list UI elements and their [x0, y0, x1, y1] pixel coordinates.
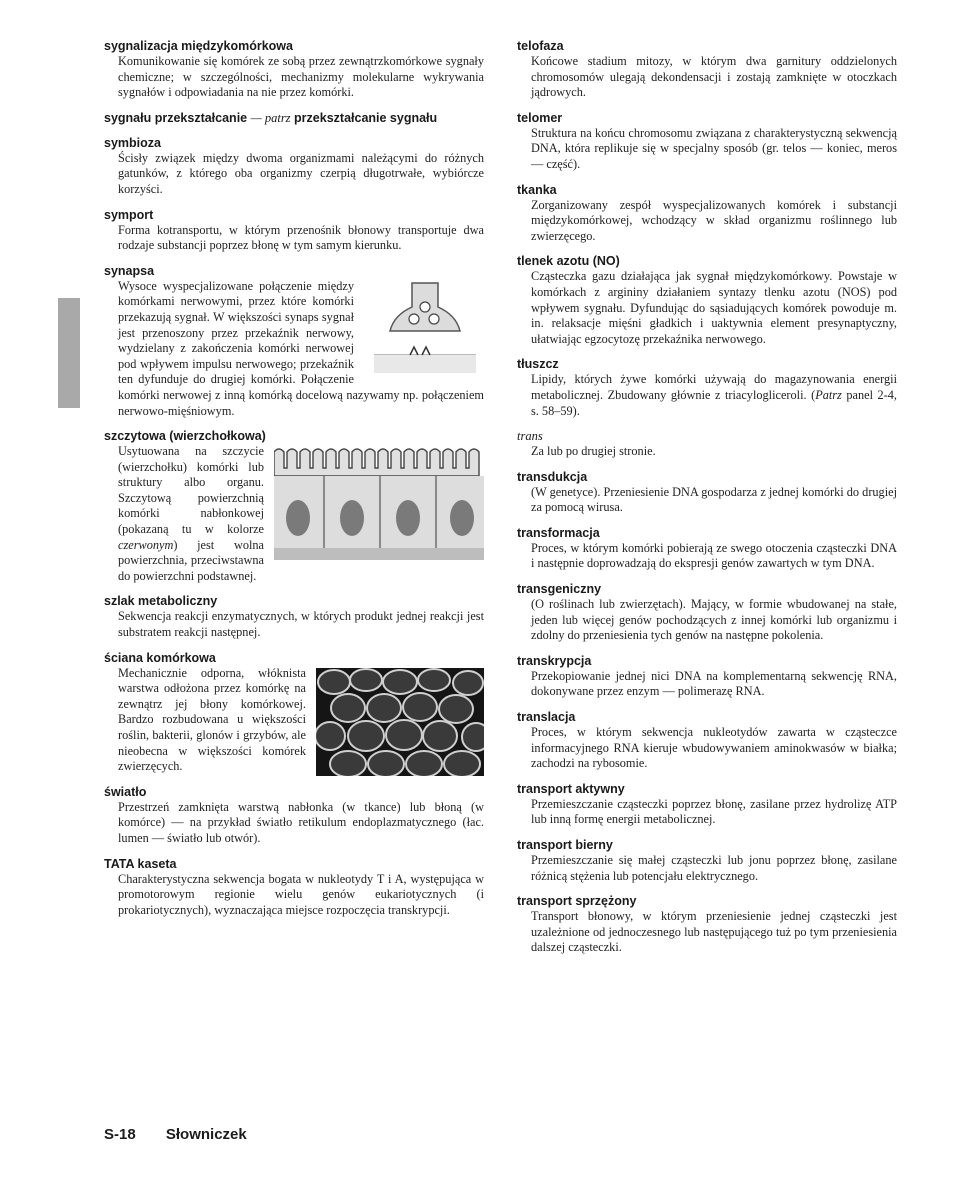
entry-definition: Mechanicznie odporna, włóknista warstwa odłożona przez komórkę na zewnątrz jej błony komórkowej. Bardzo rozbudowana u większości roślin, bakterii, glonów i grzybów, ale nieobecna w większości komórek zwierzęcych.: [104, 666, 484, 775]
glossary-entry: [517, 525, 897, 572]
glossary-entry: [517, 581, 897, 644]
entry-definition: Wysoce wyspecjalizowane połączenie między komórkami nerwowymi, przez które komórki przekazują sygnał. W większości synaps sygnał jest przenoszony przez przekaźnik nerwowy, wydzielany z zakończenia komórki nerwowej pod wpływem impulsu nerwowego; przekaźnik ten dyfunduje do drugiej komórki. Połączenie komórki nerwowej z inną komórką docelową nazywamy np. połączeniem nerwowo-mięśniowym.: [118, 278, 484, 418]
entry-definition: Przekopiowanie jednej nici DNA na komplementarną sekwencję RNA, dokonywane przez enzym — polimerazę RNA.: [531, 668, 897, 699]
entry-definition: Przemieszczanie cząsteczki poprzez błonę, zasilane przez hydrolizę ATP lub inną formę energii metabolicznej.: [531, 796, 897, 827]
glossary-entry: [104, 263, 484, 419]
entry-definition: Forma kotransportu, w którym przenośnik błonowy transportuje dwa rodzaje substancji poprzez błonę w tym samym kierunku.: [118, 222, 484, 253]
glossary-entry: [517, 182, 897, 245]
entry-term: szczytowa (wierzchołkowa): [104, 429, 266, 444]
section-title: Słowniczek: [165, 1126, 247, 1143]
entry-definition: Transport błonowy, w którym przeniesienie jednej cząsteczki jest uzależnione od jednoczesnego lub następującego tuż po tym przeniesienia dalszej cząsteczki.: [531, 909, 897, 955]
entry-definition: Struktura na końcu chromosomu związana z charakterystyczną sekwencją DNA, która replikuje się w specjalny sposób (gr. telos — koniec, meros — część).: [531, 125, 897, 171]
glossary-entry: [104, 856, 484, 919]
entry-term: transport bierny: [517, 838, 613, 852]
entry-term: transport sprzężony: [517, 894, 637, 909]
epithelium-illustration: [274, 446, 484, 564]
synapse-illustration: [364, 281, 484, 373]
entry-definition: Charakterystyczna sekwencja bogata w nukleotydy T i A, występująca w promotorowym regionie wielu genów eukariotycznych (i prokariotycznych), wyznaczająca miejsce rozpoczęcia transkrypcji.: [118, 871, 484, 917]
entry-definition: Za lub po drugiej stronie.: [531, 444, 656, 459]
entry-term: szlak metaboliczny: [104, 594, 218, 609]
entry-term: sygnalizacja międzykomórkowa: [104, 39, 293, 53]
glossary-entry: [517, 781, 897, 828]
entry-term: symport: [104, 207, 154, 222]
entry-definition: Komunikowanie się komórek ze sobą przez zewnątrzkomórkowe sygnały chemiczne; w szczególności, mechanizmy molekularne wykrywania sygnałów i odpowiadania na nie przez komórki.: [118, 54, 484, 100]
glossary-entry: [104, 784, 484, 847]
glossary-entry: [517, 837, 897, 884]
page-number: S-18: [104, 1126, 136, 1143]
glossary-entry: [104, 38, 484, 101]
entry-term: transdukcja: [517, 469, 588, 484]
entry-term: telofaza: [517, 39, 564, 53]
right-column: [517, 38, 897, 965]
glossary-entry: [104, 593, 484, 640]
section-thumb-tab: [58, 298, 80, 408]
entry-term: trans: [517, 429, 543, 444]
glossary-entry: [517, 38, 897, 101]
entry-definition: Usytuowana na szczycie (wierzchołku) komórki lub struktury albo organu. Szczytową powierzchnią komórki nabłonkowej (pokazaną tu w kolorze czerwonym) jest wolna powierzchnia, przeciwstawna do powierzchni podstawnej.: [104, 444, 484, 584]
entry-definition: (O roślinach lub zwierzętach). Mający, w formie wbudowanej na stałe, jeden lub więcej genów pochodzących z innej komórki lub organizmu i zdolny do przeniesienia tych genów na następne pokolenia.: [531, 597, 897, 643]
glossary-entry: [517, 110, 897, 173]
entry-definition: Ścisły związek między dwoma organizmami należącymi do różnych gatunków, z którego oba organizmy czerpią długotrwałe, wybiórcze korzyści.: [118, 150, 484, 196]
entry-term: tłuszcz: [517, 357, 559, 372]
glossary-entry: [104, 135, 484, 198]
see-reference-target: przekształcanie sygnału: [294, 110, 438, 125]
entry-term: synapsa: [104, 263, 155, 278]
entry-term: transport aktywny: [517, 781, 625, 796]
entry-term: TATA kaseta: [104, 856, 177, 871]
entry-definition: Zorganizowany zespół wyspecjalizowanych komórek i substancji międzykomórkowej, wchodzący w skład organizmu roślinnego lub zwierzęcego.: [531, 197, 897, 243]
glossary-entry: [104, 650, 484, 775]
left-column: [104, 38, 484, 927]
entry-definition: Sekwencja reakcji enzymatycznych, w których produkt jednej reakcji jest substratem reakcji następnej.: [118, 609, 484, 640]
entry-definition: Proces, w którym sekwencja nukleotydów zawarta w cząsteczce informacyjnego RNA kieruje wbudowywaniem aminokwasów w białka; zachodzi na rybosomie.: [531, 725, 897, 771]
glossary-entry: [517, 469, 897, 516]
entry-term: telomer: [517, 110, 563, 125]
entry-term: translacja: [517, 710, 576, 725]
entry-term: tkanka: [517, 182, 557, 197]
entry-term: [104, 110, 484, 126]
glossary-entry: [104, 207, 484, 254]
glossary-entry: [517, 356, 897, 419]
glossary-entry: [517, 428, 897, 460]
entry-definition: Lipidy, których żywe komórki używają do magazynowania energii metabolicznej. Zbudowany głównie z triacylogliceroli. (Patrz panel 2-4, s. 58–59).: [531, 372, 897, 418]
glossary-entry: [517, 709, 897, 772]
entry-term: transkrypcja: [517, 653, 592, 668]
entry-term: światło: [104, 784, 147, 799]
entry-definition: (W genetyce). Przeniesienie DNA gospodarza z jednej komórki do drugiej za pomocą wirusa.: [531, 484, 897, 515]
see-reference-label: — patrz: [250, 110, 291, 125]
entry-definition: Przemieszczanie się małej cząsteczki lub jonu poprzez błonę, zasilane różnicą stężenia lub potencjału elektrycznego.: [531, 853, 897, 883]
page-footer: [104, 1126, 247, 1143]
entry-term: symbioza: [104, 135, 161, 150]
entry-term: transformacja: [517, 525, 600, 540]
glossary-entry: [104, 428, 484, 584]
entry-definition: Proces, w którym komórki pobierają ze swego otoczenia cząsteczki DNA i następnie doprowadzają do ekspresji genów zawartych w tym DNA.: [531, 540, 897, 571]
entry-term: tlenek azotu (NO): [517, 254, 620, 269]
entry-definition: Przestrzeń zamknięta warstwą nabłonka (w tkance) lub błoną (w komórce) — na przykład światło retikulum endoplazmatycznego (łac. lumen — światło lub otwór).: [118, 799, 484, 845]
glossary-entry: [517, 893, 897, 956]
cell-wall-micrograph: [316, 668, 484, 776]
entry-term: ściana komórkowa: [104, 650, 216, 665]
entry-definition: Cząsteczka gazu działająca jak sygnał międzykomórkowy. Powstaje w komórkach z argininy działaniem syntazy tlenku azotu (NOS) pod wpływem sygnału. Dyfundując do sąsiadujących komórek powoduje m. in. relaksacje mięśni gładkich i uaktywnia element presynaptyczny, ułatwiając egzocytozę przekaźnika nerwowego.: [531, 269, 897, 346]
glossary-entry: [104, 110, 484, 126]
entry-term: transgeniczny: [517, 582, 602, 597]
glossary-entry: [517, 653, 897, 700]
glossary-entry: [517, 253, 897, 347]
entry-definition: Końcowe stadium mitozy, w którym dwa garnitury oddzielonych chromosomów ulegają dekondensacji i zostają zamknięte w otoczkach jądrowych.: [531, 54, 897, 100]
entry-term-text: sygnału przekształcanie: [104, 110, 248, 125]
